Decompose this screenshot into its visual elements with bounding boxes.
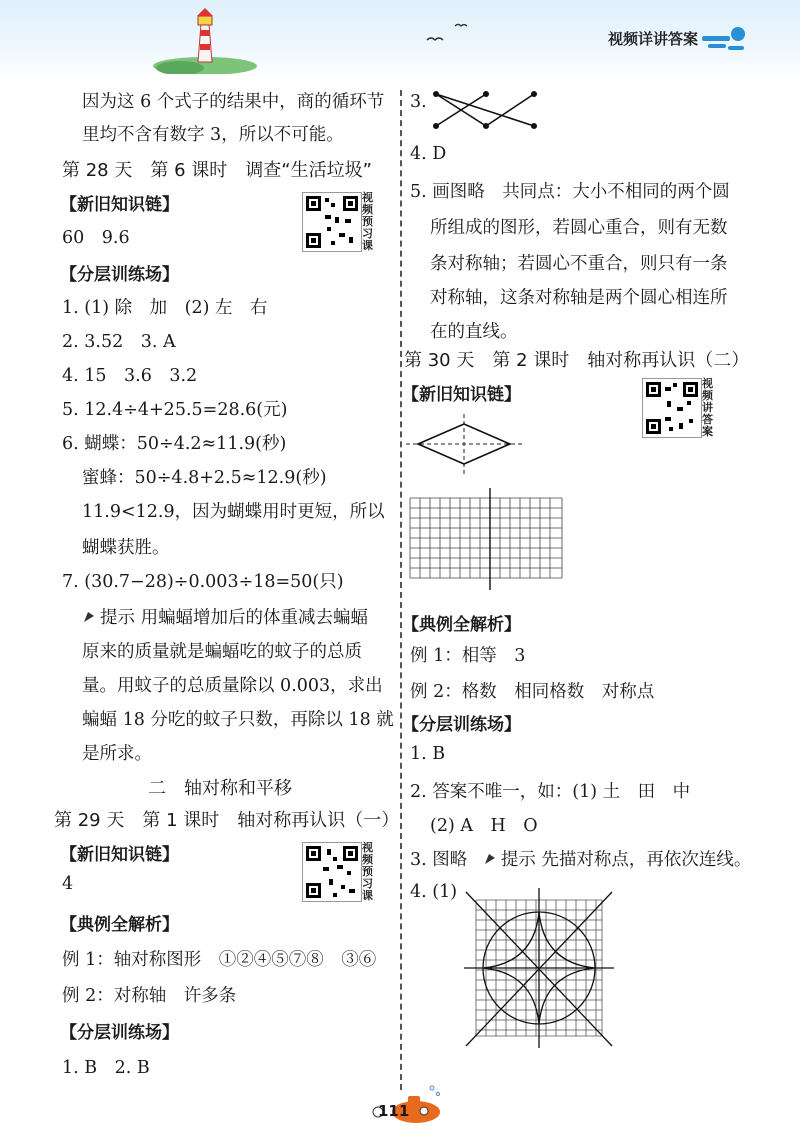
text-line: 里均不含有数字 3，所以不可能。: [82, 125, 344, 145]
section-fenceng: 【分层训练场】: [60, 265, 179, 285]
answer-line: 6. 蝴蝶：50÷4.2≈11.9(秒): [62, 434, 287, 454]
answer-line: 例 2：对称轴 许多条: [62, 986, 237, 1006]
answer-line: 2. 答案不唯一，如：(1) 土 田 中: [410, 782, 691, 802]
qr-label-char: 预: [362, 865, 373, 878]
qr-pattern-icon: [303, 843, 361, 901]
answer-line: 条对称轴；若圆心不重合，则只有一条: [430, 254, 728, 274]
answer-line: 4. (1): [410, 882, 458, 902]
tip-icon: [82, 610, 96, 624]
answer-line: 例 1：相等 3: [410, 646, 526, 666]
qr-pattern-icon: [643, 379, 701, 437]
tip-text: 提示 先描对称点，再依次连线。: [500, 850, 752, 870]
tip-text: 提示 用蝙蝠增加后的体重减去蝙蝠: [100, 608, 369, 628]
qr-label-char: 频: [362, 203, 373, 216]
qr-label-char: 答: [702, 413, 713, 426]
answer-line: 所组成的图形，若圆心重合，则有无数: [430, 218, 728, 238]
crossing-lines-figure: [430, 86, 542, 134]
qr-label: [702, 378, 722, 438]
qr-label: [362, 192, 382, 252]
answer-line: 例 1：轴对称图形 ①②④⑤⑦⑧ ③⑥: [62, 950, 377, 970]
qr-code[interactable]: [642, 378, 702, 438]
answer-line: 4. D: [410, 144, 447, 164]
qr-label-char: 课: [362, 239, 373, 252]
section-dianli: 【典例全解析】: [60, 915, 179, 935]
tip-line: [82, 604, 368, 629]
answer-line: 5. 12.4÷4+25.5=28.6(元): [62, 400, 288, 420]
tip-line: 量。用蚊子的总质量除以 0.003，求出: [82, 676, 383, 696]
tip-line: 蝙蝠 18 分吃的蚊子只数，再除以 18 就: [82, 710, 394, 730]
qr-label-char: 视: [362, 191, 373, 204]
answer-line: 在的直线。: [430, 322, 518, 342]
answer-line: [410, 846, 751, 871]
qr-label-char: 习: [362, 227, 373, 240]
page-number: 111: [378, 1102, 410, 1120]
section-fenceng: 【分层训练场】: [402, 715, 521, 735]
qr-code[interactable]: [302, 192, 362, 252]
answer-line: 3.: [410, 92, 427, 112]
day-29-heading: 第 29 天 第 1 课时 轴对称再认识（一）: [54, 810, 400, 831]
answer-line: (2) A H O: [430, 816, 538, 836]
answer-line: 1. (1) 除 加 (2) 左 右: [62, 298, 268, 318]
answer-line: 7. (30.7−28)÷0.003÷18=50(只): [62, 572, 344, 592]
answer-line: 5. 画图略 共同点：大小不相同的两个圆: [410, 182, 730, 202]
qr-label-char: 频: [362, 853, 373, 866]
qr-label-char: 视: [702, 377, 713, 390]
answer-line: 1. B 2. B: [62, 1058, 150, 1078]
answer-text: 3. 图略: [410, 850, 468, 870]
answer-line: 60 9.6: [62, 228, 130, 248]
column-divider: [400, 90, 402, 1090]
answer-line: 蝴蝶获胜。: [82, 538, 170, 558]
day-28-heading: 第 28 天 第 6 课时 调查“生活垃圾”: [62, 160, 372, 181]
logo-icon: [700, 22, 748, 56]
answer-line: 4: [62, 874, 74, 894]
grid-figure: [406, 488, 570, 592]
qr-label: [362, 842, 382, 902]
answer-line: 11.9<12.9，因为蝴蝶用时更短，所以: [82, 502, 385, 522]
qr-pattern-icon: [303, 193, 361, 251]
text-line: 因为这 6 个式子的结果中，商的循环节: [82, 92, 385, 112]
qr-label-char: 讲: [702, 401, 713, 414]
section-xinjiu: 【新旧知识链】: [402, 385, 521, 405]
qr-label-char: 习: [362, 877, 373, 890]
tip-line: 原来的质量就是蝙蝠吃的蚊子的总质: [82, 642, 362, 662]
qr-label-char: 案: [702, 425, 713, 438]
birds-icon: [425, 20, 475, 50]
lighthouse-illustration: [150, 4, 260, 74]
qr-code[interactable]: [302, 842, 362, 902]
tip-icon: [483, 852, 497, 866]
qr-label-char: 预: [362, 215, 373, 228]
section-xinjiu: 【新旧知识链】: [60, 845, 179, 865]
answer-line: 例 2：格数 相同格数 对称点: [410, 682, 655, 702]
header-title: 视频详讲答案: [608, 30, 699, 48]
qr-label-char: 视: [362, 841, 373, 854]
star-circle-figure: [462, 886, 616, 1050]
answer-line: 2. 3.52 3. A: [62, 332, 176, 352]
qr-label-char: 频: [702, 389, 713, 402]
answer-line: 蜜蜂：50÷4.8+2.5≈12.9(秒): [82, 468, 327, 488]
answer-line: 4. 15 3.6 3.2: [62, 366, 198, 386]
tip-line: 是所求。: [82, 744, 152, 764]
section-fenceng: 【分层训练场】: [60, 1023, 179, 1043]
day-30-heading: 第 30 天 第 2 课时 轴对称再认识（二）: [404, 350, 750, 371]
unit-heading: 二 轴对称和平移: [148, 778, 292, 799]
qr-label-char: 课: [362, 889, 373, 902]
section-dianli: 【典例全解析】: [402, 615, 521, 635]
answer-line: 1. B: [410, 744, 446, 764]
rhombus-figure: [404, 412, 524, 476]
section-xinjiu: 【新旧知识链】: [60, 195, 179, 215]
answer-line: 对称轴，这条对称轴是两个圆心相连所: [430, 288, 728, 308]
